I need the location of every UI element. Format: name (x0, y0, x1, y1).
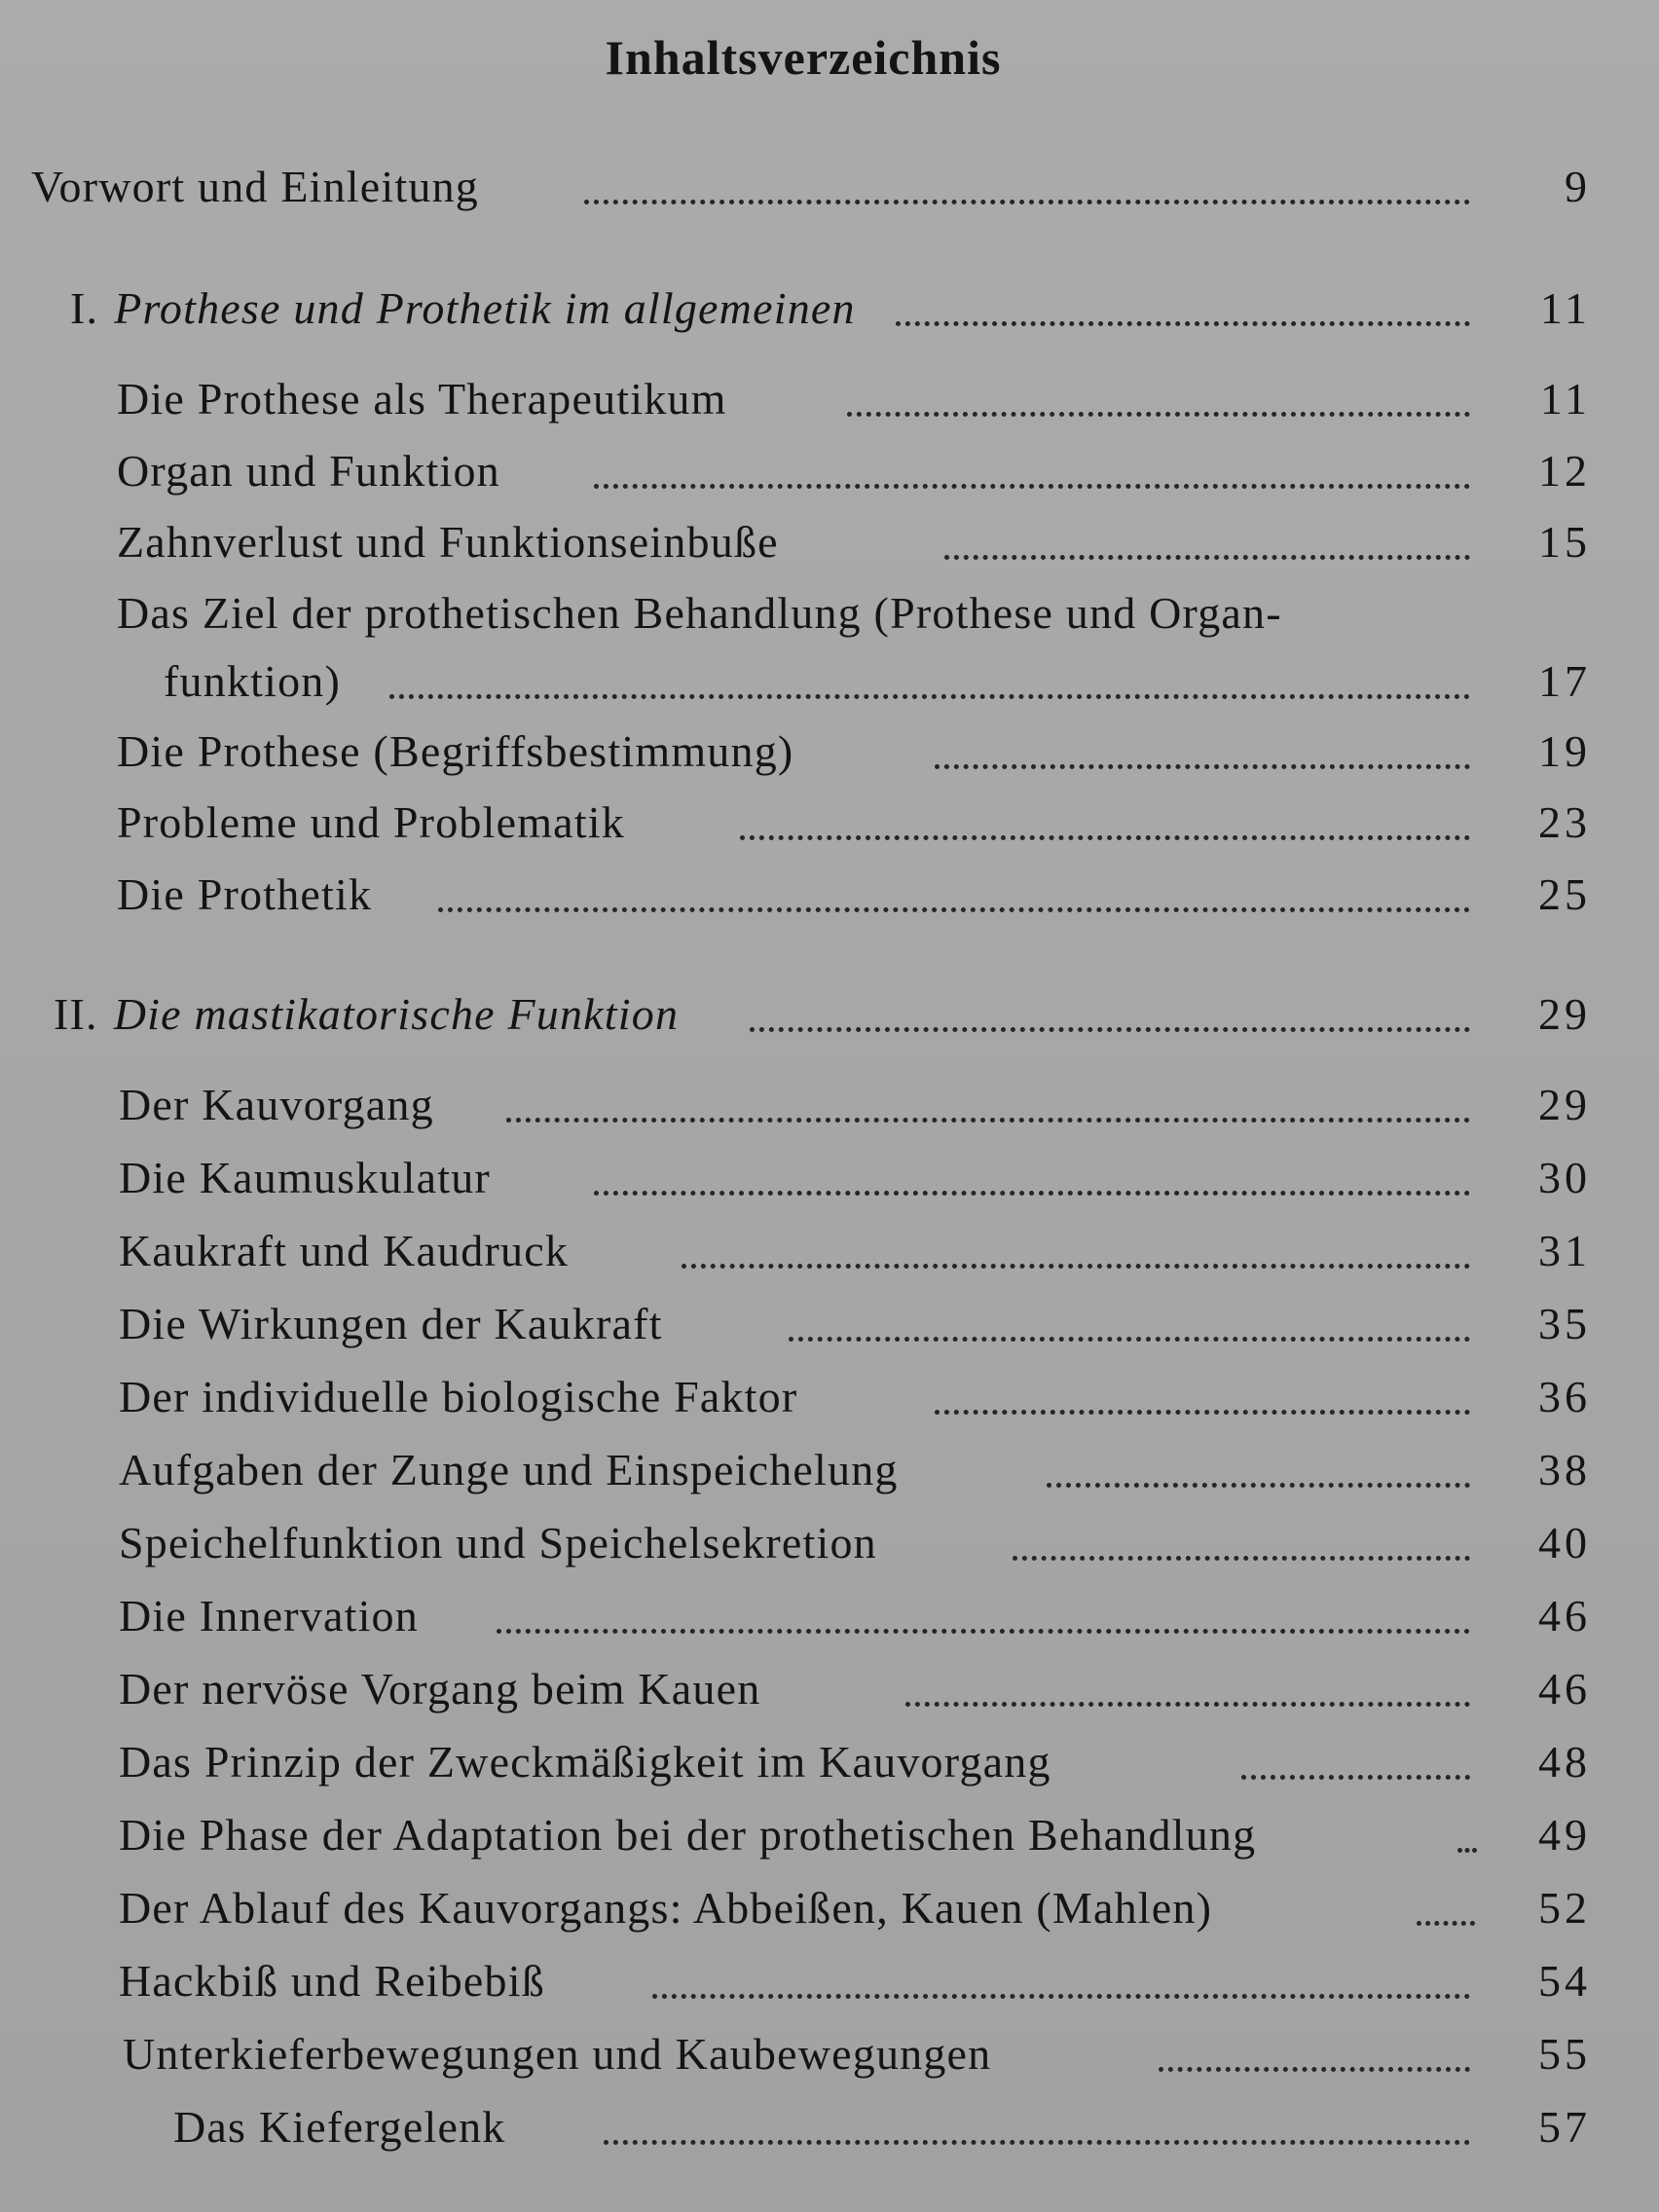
toc-entry-label: Die Innervation (119, 1591, 419, 1641)
toc-entry-label: Die Phase der Adaptation bei der prothetischen Behandlung (119, 1810, 1257, 1860)
toc-page-number: 11 (1539, 283, 1591, 333)
page-title: Inhaltsverzeichnis (605, 30, 1002, 85)
toc-page-number: 40 (1538, 1518, 1591, 1567)
toc-entry (0, 2101, 1659, 2169)
dot-leader (740, 833, 1470, 840)
toc-entry-label: Kaukraft und Kaudruck (119, 1226, 570, 1275)
dot-leader (896, 319, 1470, 326)
toc-chapter-heading (54, 988, 679, 1040)
toc-chapter-2 (0, 988, 1659, 1056)
toc-entry-label: Zahnverlust und Funktionseinbuße (117, 517, 779, 567)
toc-page-number: 31 (1538, 1226, 1591, 1275)
dot-leader (1241, 1773, 1470, 1780)
toc-entry-label: Die Prothetik (117, 869, 373, 919)
dot-leader (1417, 1919, 1475, 1926)
toc-entry (0, 516, 1659, 584)
dot-leader (604, 2138, 1470, 2145)
toc-page-number: 9 (1565, 162, 1591, 211)
toc-page-number: 30 (1538, 1153, 1591, 1202)
toc-page-number: 17 (1538, 656, 1591, 706)
toc-entry-label: Der Ablauf des Kauvorgangs: Abbeißen, Kauen (Mahlen) (119, 1883, 1213, 1933)
dot-leader (506, 1116, 1470, 1123)
toc-entry (0, 1955, 1659, 2023)
dot-leader (682, 1262, 1470, 1269)
toc-page-number: 57 (1538, 2102, 1591, 2152)
toc-entry (0, 1809, 1659, 1877)
toc-entry-label: Der Kauvorgang (119, 1080, 434, 1129)
toc-page-number: 49 (1538, 1810, 1591, 1860)
toc-page-number: 29 (1538, 1080, 1591, 1129)
toc-entry (0, 2028, 1659, 2096)
toc-entry-label: Unterkieferbewegungen und Kaubewegungen (123, 2029, 992, 2079)
dot-leader (1047, 1481, 1470, 1488)
dot-leader (1013, 1554, 1470, 1561)
toc-page-number: 46 (1538, 1591, 1591, 1641)
chapter-number: II. (54, 989, 98, 1039)
chapter-title: Prothese und Prothetik im allgemeinen (114, 283, 856, 333)
toc-page-number: 54 (1538, 1956, 1591, 2006)
dot-leader (1457, 1846, 1477, 1853)
dot-leader (1159, 2065, 1470, 2072)
toc-entry (0, 373, 1659, 441)
toc-page-number: 23 (1538, 797, 1591, 847)
toc-entry-label: Der individuelle biologische Faktor (119, 1372, 798, 1421)
toc-entry-label: Aufgaben der Zunge und Einspeichelung (119, 1445, 899, 1494)
toc-entry (0, 1225, 1659, 1293)
dot-leader (389, 692, 1470, 699)
toc-entry-label: Probleme und Problematik (117, 797, 625, 847)
toc-page-number: 52 (1538, 1883, 1591, 1933)
toc-entry (0, 1079, 1659, 1147)
toc-entry-label: Das Ziel der prothetischen Behandlung (Prothese und Organ- (117, 588, 1282, 638)
dot-leader (584, 198, 1470, 204)
dot-leader (594, 1189, 1470, 1196)
toc-chapter-1 (0, 282, 1659, 350)
toc-page-number: 48 (1538, 1737, 1591, 1787)
toc-page-number: 15 (1538, 517, 1591, 567)
toc-chapter-heading (70, 282, 856, 334)
dot-leader (789, 1335, 1470, 1342)
toc-entry (0, 725, 1659, 793)
dot-leader (905, 1700, 1470, 1707)
toc-entry-label: Speichelfunktion und Speichelsekretion (119, 1518, 877, 1567)
toc-entry (0, 1736, 1659, 1804)
toc-entry (0, 445, 1659, 513)
toc-page-number: 55 (1538, 2029, 1591, 2079)
toc-entry (0, 1152, 1659, 1220)
dot-leader (944, 553, 1470, 560)
toc-page-number: 29 (1538, 989, 1591, 1039)
toc-page-number: 25 (1538, 869, 1591, 919)
toc-entry-label: Das Kiefergelenk (173, 2102, 506, 2152)
toc-entry-label: Die Prothese als Therapeutikum (117, 374, 727, 424)
toc-entry (0, 796, 1659, 865)
toc-page-number: 12 (1538, 446, 1591, 496)
toc-entry-label: Die Kaumuskulatur (119, 1153, 491, 1202)
toc-entry-label: Die Prothese (Begriffsbestimmung) (117, 726, 794, 776)
toc-entry-label-continued: funktion) (164, 656, 341, 706)
toc-entry-label: Vorwort und Einleitung (31, 162, 479, 211)
toc-entry-label: Das Prinzip der Zweckmäßigkeit im Kauvorgang (119, 1737, 1051, 1787)
toc-entry-label: Hackbiß und Reibebiß (119, 1956, 545, 2006)
toc-page-number: 36 (1538, 1372, 1591, 1421)
dot-leader (935, 762, 1470, 769)
toc-entry (0, 587, 1659, 723)
toc-entry-label: Organ und Funktion (117, 446, 500, 496)
toc-entry (0, 1371, 1659, 1439)
toc-entry (0, 1298, 1659, 1366)
toc-entry (0, 1444, 1659, 1512)
chapter-title: Die mastikatorische Funktion (113, 989, 680, 1039)
toc-page-number: 35 (1538, 1299, 1591, 1348)
toc-entry (0, 1517, 1659, 1585)
dot-leader (652, 1992, 1470, 1999)
toc-page-number: 46 (1538, 1664, 1591, 1714)
toc-entry (0, 868, 1659, 937)
toc-page-number: 19 (1538, 726, 1591, 776)
dot-leader (750, 1025, 1470, 1032)
toc-page-number: 38 (1538, 1445, 1591, 1494)
dot-leader (935, 1408, 1470, 1415)
toc-entry (0, 1882, 1659, 1950)
dot-leader (497, 1627, 1470, 1634)
toc-entry-label: Der nervöse Vorgang beim Kauen (119, 1664, 761, 1714)
toc-entry-label: Die Wirkungen der Kaukraft (119, 1299, 663, 1348)
toc-entry (0, 1590, 1659, 1658)
chapter-number: I. (70, 283, 99, 333)
dot-leader (847, 410, 1470, 417)
dot-leader (438, 905, 1470, 912)
toc-entry-vorwort (0, 161, 1659, 229)
toc-page-number: 11 (1539, 374, 1591, 424)
dot-leader (594, 482, 1470, 489)
toc-entry (0, 1663, 1659, 1731)
